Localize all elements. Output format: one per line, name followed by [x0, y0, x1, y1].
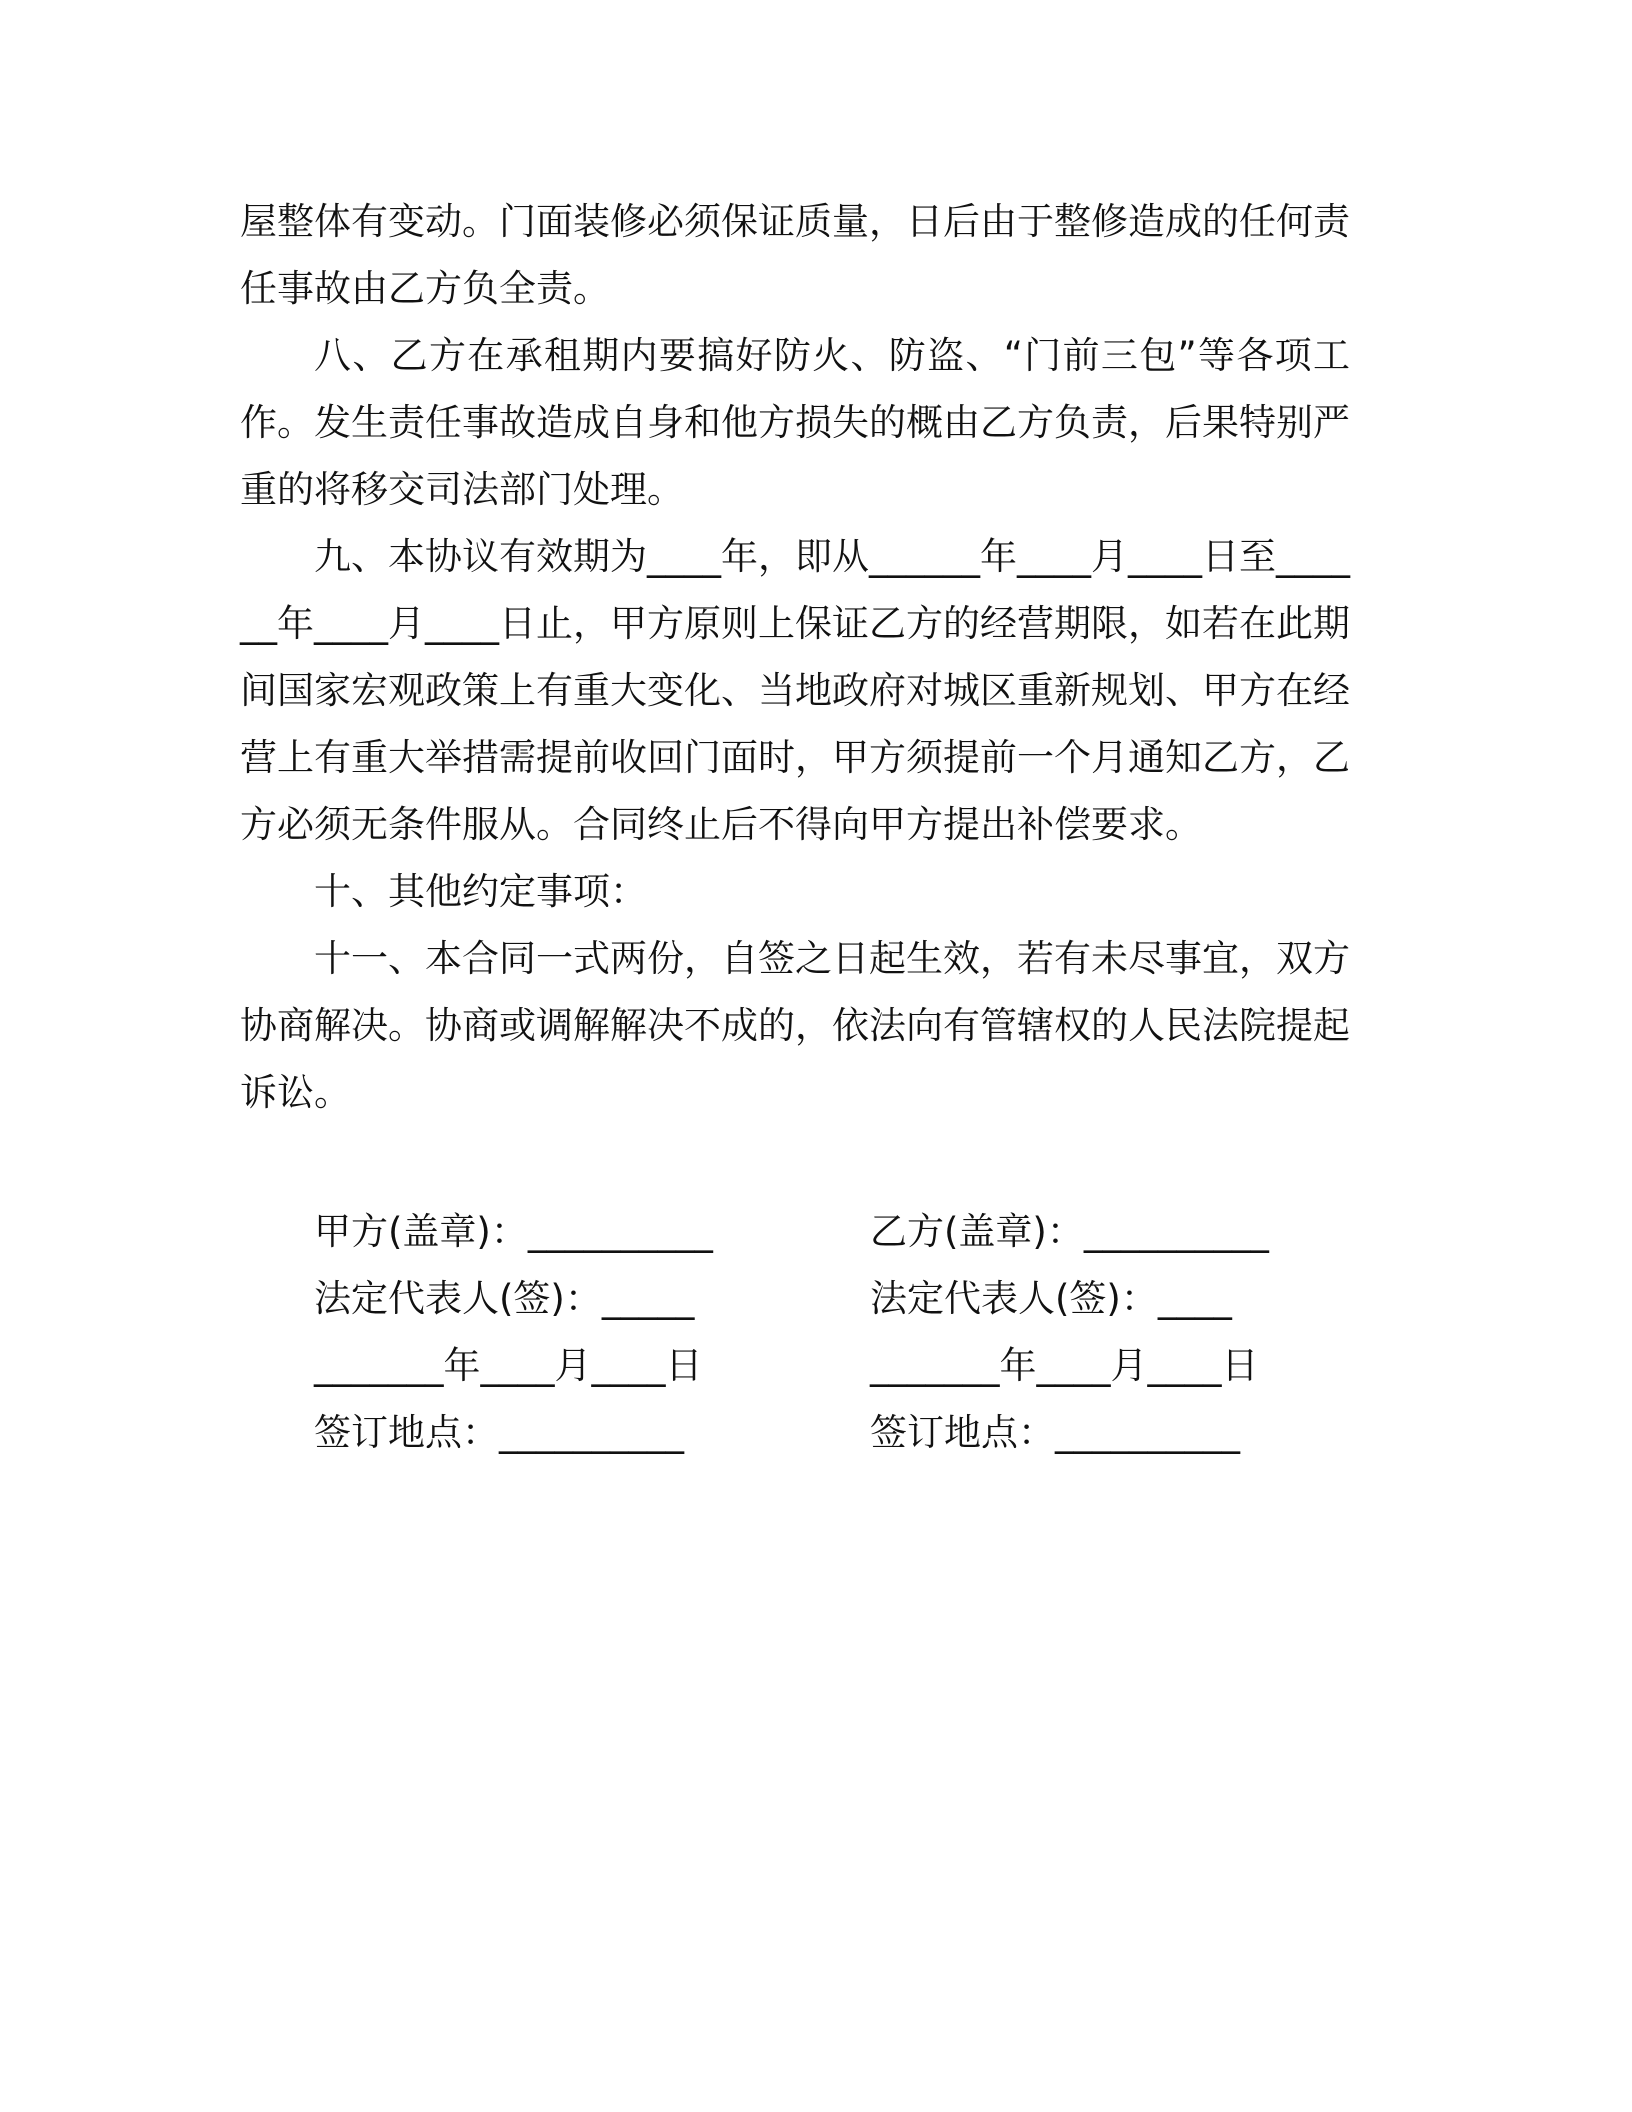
clause-nine: 九、本协议有效期为____年，即从______年____月____日至______年____月____日止，甲方原则上保证乙方的经营期限，如若在此期间国家宏观政策上有重大变化、当地政府对城区重新规划、甲方在经营上有重大举措需提前收回门面时，甲方须提前一个月通知乙方，乙方必须无条件服从。合同终止后不得向甲方提出补偿要求。	[240, 535, 1350, 846]
party-b-place: 签订地点：__________	[870, 1411, 1240, 1454]
party-a-seal: 甲方(盖章)：__________	[314, 1210, 713, 1253]
clause-ten: 十、其他约定事项：	[314, 870, 647, 913]
clause-seven-continued: 屋整体有变动。门面装修必须保证质量，日后由于整修造成的任何责任事故由乙方负全责。	[240, 200, 1350, 310]
clause-eleven: 十一、本合同一式两份，自签之日起生效，若有未尽事宜，双方协商解决。协商或调解解决不成的，依法向有管辖权的人民法院提起诉讼。	[240, 937, 1350, 1114]
party-a-signature-block	[314, 1198, 713, 1466]
party-b-signature-block	[870, 1198, 1269, 1466]
party-a-representative: 法定代表人(签)：_____	[314, 1277, 695, 1320]
party-b-date: _______年____月____日	[870, 1344, 1259, 1387]
contract-body	[240, 188, 1350, 1126]
party-a-date: _______年____月____日	[314, 1344, 703, 1387]
clause-eight: 八、乙方在承租期内要搞好防火、防盗、“门前三包”等各项工作。发生责任事故造成自身和他方损失的概由乙方负责，后果特别严重的将移交司法部门处理。	[240, 334, 1350, 511]
party-b-seal: 乙方(盖章)：__________	[870, 1210, 1269, 1253]
party-b-representative: 法定代表人(签)：____	[870, 1277, 1232, 1320]
party-a-place: 签订地点：__________	[314, 1411, 684, 1454]
